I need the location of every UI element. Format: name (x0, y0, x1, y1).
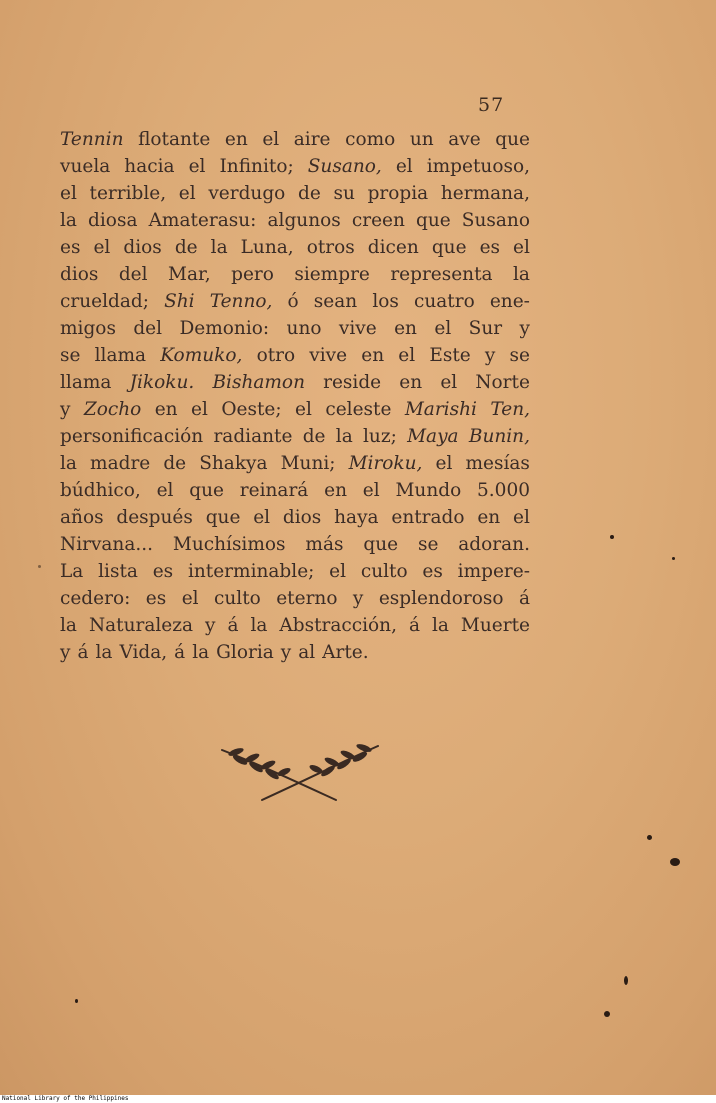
word: el (93, 237, 111, 258)
word: á (227, 615, 239, 636)
word: el (434, 318, 452, 339)
word: ene- (489, 291, 530, 312)
word: Demonio: (179, 318, 270, 339)
word: Gloria (216, 642, 274, 663)
word: Luna, (240, 237, 294, 258)
word: Marishi (404, 399, 477, 420)
word: que (205, 507, 241, 528)
word: á (518, 588, 530, 609)
word: á (77, 642, 89, 663)
text-line (60, 477, 530, 504)
word: creen (351, 210, 405, 231)
word: Infinito; (219, 156, 294, 177)
word: 5.000 (477, 480, 530, 501)
ink-spot (672, 557, 675, 560)
word: Amaterasu: (148, 210, 257, 231)
word: el (435, 453, 453, 474)
word: Zocho (83, 399, 142, 420)
body-text (60, 126, 530, 666)
word: radiante (213, 426, 293, 447)
word: Arte. (322, 642, 369, 663)
laurel-branch-ornament-icon (218, 738, 382, 804)
text-line (60, 234, 530, 261)
word: esplendoroso (378, 588, 504, 609)
word: la (60, 453, 77, 474)
word: que (431, 237, 467, 258)
word: la (95, 642, 113, 663)
ink-spot (670, 858, 680, 866)
word: Mundo (395, 480, 462, 501)
library-credit: National Library of the Philippines (2, 1095, 129, 1102)
word: es (145, 588, 167, 609)
word: que (495, 129, 530, 150)
word: del (133, 318, 163, 339)
ink-spot (610, 535, 614, 539)
word: flotante (138, 129, 211, 150)
word: aire (293, 129, 331, 150)
word: y (60, 399, 71, 420)
word: Vida, (119, 642, 168, 663)
word: impetuoso, (426, 156, 530, 177)
word: impere- (457, 561, 530, 582)
text-line (60, 396, 530, 423)
word: lista (98, 561, 138, 582)
word: el (513, 237, 530, 258)
word: años (60, 507, 104, 528)
text-line (60, 585, 530, 612)
word: representa (390, 264, 493, 285)
word: el (188, 156, 206, 177)
word: el (362, 480, 380, 501)
word: el (395, 156, 413, 177)
word: Susano, (307, 156, 382, 177)
word: después (116, 507, 193, 528)
word: dios (60, 264, 99, 285)
word: en (399, 372, 423, 393)
word: es (60, 237, 81, 258)
word: interminable; (187, 561, 315, 582)
word: dios (282, 507, 322, 528)
word: la (513, 264, 530, 285)
text-line (60, 126, 530, 153)
word: Bishamon (212, 372, 305, 393)
word: migos (60, 318, 116, 339)
word: llama (94, 345, 147, 366)
word: otros (306, 237, 355, 258)
word: búdhico, (60, 480, 141, 501)
word: Shakya (199, 453, 268, 474)
text-line (60, 261, 530, 288)
word: en (224, 129, 248, 150)
word: la (210, 237, 228, 258)
word: el (398, 345, 416, 366)
word: ave (448, 129, 481, 150)
word: ó (287, 291, 299, 312)
word: Abstracción, (279, 615, 397, 636)
word: Maya (407, 426, 459, 447)
word: Miroku, (348, 453, 423, 474)
word: vuela (60, 156, 111, 177)
word: cedero: (60, 588, 131, 609)
text-line (60, 315, 530, 342)
word: Sur (468, 318, 503, 339)
word: Tennin (60, 129, 124, 150)
word: en (477, 507, 501, 528)
word: y (280, 642, 292, 663)
word: crueldad; (60, 291, 149, 312)
word: que (363, 534, 399, 555)
word: vive (338, 318, 377, 339)
ink-spot (38, 565, 41, 568)
word: en (324, 480, 347, 501)
word: celeste (325, 399, 392, 420)
word: Mar, (168, 264, 211, 285)
word: de (298, 183, 321, 204)
word: al (298, 642, 316, 663)
word: cuatro (414, 291, 475, 312)
word: reside (323, 372, 382, 393)
word: es (422, 561, 443, 582)
word: del (118, 264, 148, 285)
word: en (154, 399, 178, 420)
word: dios (123, 237, 162, 258)
word: y (484, 345, 496, 366)
word: y (352, 588, 364, 609)
word: sean (313, 291, 358, 312)
word: el (60, 183, 77, 204)
word: el (329, 561, 347, 582)
text-line (60, 639, 530, 666)
text-line (60, 558, 530, 585)
word: diosa (88, 210, 138, 231)
word: madre (90, 453, 151, 474)
word: el (191, 399, 208, 420)
word: Komuko, (160, 345, 243, 366)
text-line (60, 531, 530, 558)
word: el (440, 372, 458, 393)
word: el (513, 507, 530, 528)
word: más (305, 534, 344, 555)
word: el (156, 480, 174, 501)
word: otro (256, 345, 296, 366)
word: de (302, 426, 326, 447)
text-line (60, 450, 530, 477)
word: Muerte (460, 615, 530, 636)
word: el (253, 507, 271, 528)
word: hacia (124, 156, 175, 177)
word: entrado (391, 507, 465, 528)
word: eterno (276, 588, 338, 609)
word: Bunin, (468, 426, 530, 447)
text-line (60, 504, 530, 531)
word: es (152, 561, 174, 582)
word: terrible, (89, 183, 167, 204)
word: la (60, 210, 77, 231)
word: la (431, 615, 449, 636)
word: personificación (60, 426, 204, 447)
word: se (60, 345, 81, 366)
word: y (519, 318, 530, 339)
word: como (345, 129, 396, 150)
text-line (60, 207, 530, 234)
word: la (60, 615, 77, 636)
word: dicen (367, 237, 419, 258)
ink-spot (624, 976, 628, 985)
word: pero (231, 264, 274, 285)
footer-strip (0, 1095, 716, 1103)
word: Muni; (280, 453, 336, 474)
word: verdugo (208, 183, 286, 204)
word: haya (334, 507, 379, 528)
word: la (335, 426, 353, 447)
ink-spot (75, 999, 78, 1003)
word: siempre (294, 264, 370, 285)
page-number: 57 (478, 94, 505, 116)
text-line (60, 153, 530, 180)
word: llama (60, 372, 112, 393)
word: la (250, 615, 268, 636)
word: que (415, 210, 451, 231)
word: y (205, 615, 216, 636)
word: los (372, 291, 399, 312)
word: uno (286, 318, 322, 339)
word: Naturaleza (88, 615, 194, 636)
word: Ten, (490, 399, 530, 420)
word: y (60, 642, 71, 663)
word: Oeste; (221, 399, 282, 420)
word: en (394, 318, 417, 339)
word: propia (367, 183, 429, 204)
word: la (192, 642, 210, 663)
text-line (60, 423, 530, 450)
word: La (60, 561, 84, 582)
word: Shi (164, 291, 195, 312)
word: hermana, (440, 183, 530, 204)
word: en (361, 345, 385, 366)
word: Muchísimos (172, 534, 286, 555)
word: Norte (475, 372, 530, 393)
word: es (479, 237, 501, 258)
text-line (60, 369, 530, 396)
word: Tenno, (209, 291, 273, 312)
word: á (174, 642, 186, 663)
word: se (509, 345, 530, 366)
text-line (60, 342, 530, 369)
word: el (262, 129, 280, 150)
word: vive (309, 345, 348, 366)
word: Susano (461, 210, 530, 231)
word: culto (360, 561, 408, 582)
word: mesías (465, 453, 530, 474)
word: Este (429, 345, 471, 366)
word: el (295, 399, 312, 420)
word: que (189, 480, 224, 501)
ink-spot (604, 1011, 610, 1017)
word: su (333, 183, 355, 204)
word: reinará (239, 480, 309, 501)
word: culto (214, 588, 261, 609)
word: luz; (363, 426, 397, 447)
word: el (181, 588, 199, 609)
word: á (408, 615, 420, 636)
word: un (409, 129, 434, 150)
text-line (60, 180, 530, 207)
word: el (178, 183, 196, 204)
word: se (417, 534, 439, 555)
word: de (174, 237, 198, 258)
word: adoran. (458, 534, 530, 555)
text-line (60, 612, 530, 639)
word: algunos (267, 210, 341, 231)
word: de (163, 453, 187, 474)
ink-spot (647, 835, 652, 840)
text-line (60, 288, 530, 315)
word: Jikoku. (129, 372, 195, 393)
word: Nirvana... (60, 534, 154, 555)
